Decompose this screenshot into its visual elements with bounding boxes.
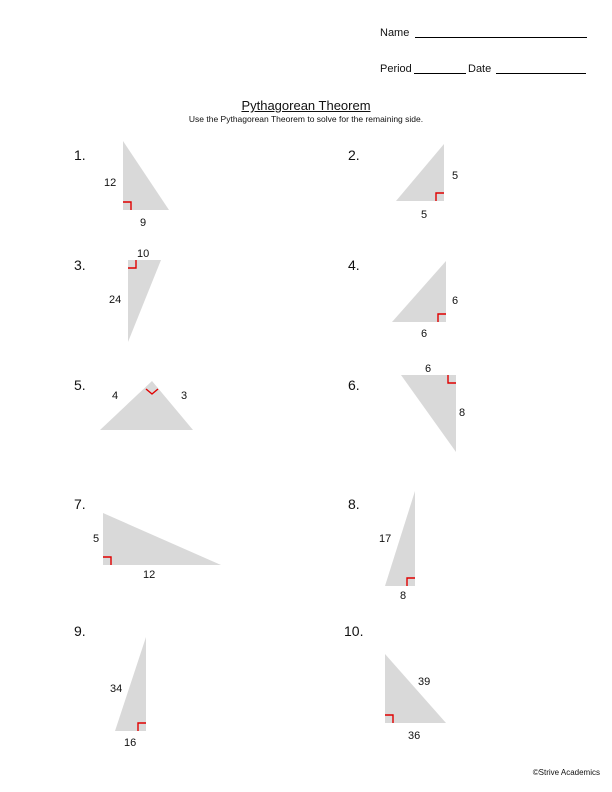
side-label: 9 [140,217,147,229]
side-label: 8 [400,590,407,602]
side-label: 5 [93,533,100,545]
problem-number-4: 4. [348,257,360,273]
instructions: Use the Pythagorean Theorem to solve for the remaining side. [188,114,424,124]
side-label: 8 [459,407,466,419]
problem-number-10: 10. [344,623,364,639]
side-label: 5 [421,209,428,221]
problem-number-9: 9. [74,623,86,639]
triangle-3 [128,260,161,342]
triangle-5 [100,381,193,430]
worksheet-title: Pythagorean Theorem [241,98,371,113]
side-label: 6 [425,363,432,375]
problem-number-3: 3. [74,257,86,273]
problem-number-8: 8. [348,496,360,512]
triangle-10 [385,654,446,723]
triangle-4 [392,261,446,322]
side-label: 3 [181,390,188,402]
problem-number-5: 5. [74,377,86,393]
triangle-1 [123,141,169,210]
side-label: 36 [408,730,421,742]
problem-number-2: 2. [348,147,360,163]
name-label: Name [380,27,410,39]
period-label: Period [380,63,412,75]
side-label: 12 [104,177,117,189]
triangle-7 [103,513,221,565]
side-label: 16 [124,737,137,749]
side-label: 24 [109,294,122,306]
side-label: 34 [110,683,123,695]
side-label: 12 [143,569,156,581]
copyright-footer: ©Strive Academics [532,768,600,777]
side-label: 6 [421,328,428,340]
problem-number-6: 6. [348,377,360,393]
side-label: 5 [452,170,459,182]
side-label: 10 [137,248,150,260]
problem-number-1: 1. [74,147,86,163]
date-label: Date [468,63,492,75]
side-label: 17 [379,533,392,545]
side-label: 6 [452,295,459,307]
side-label: 4 [112,390,119,402]
triangle-6 [401,375,456,452]
side-label: 39 [418,676,431,688]
problem-number-7: 7. [74,496,86,512]
